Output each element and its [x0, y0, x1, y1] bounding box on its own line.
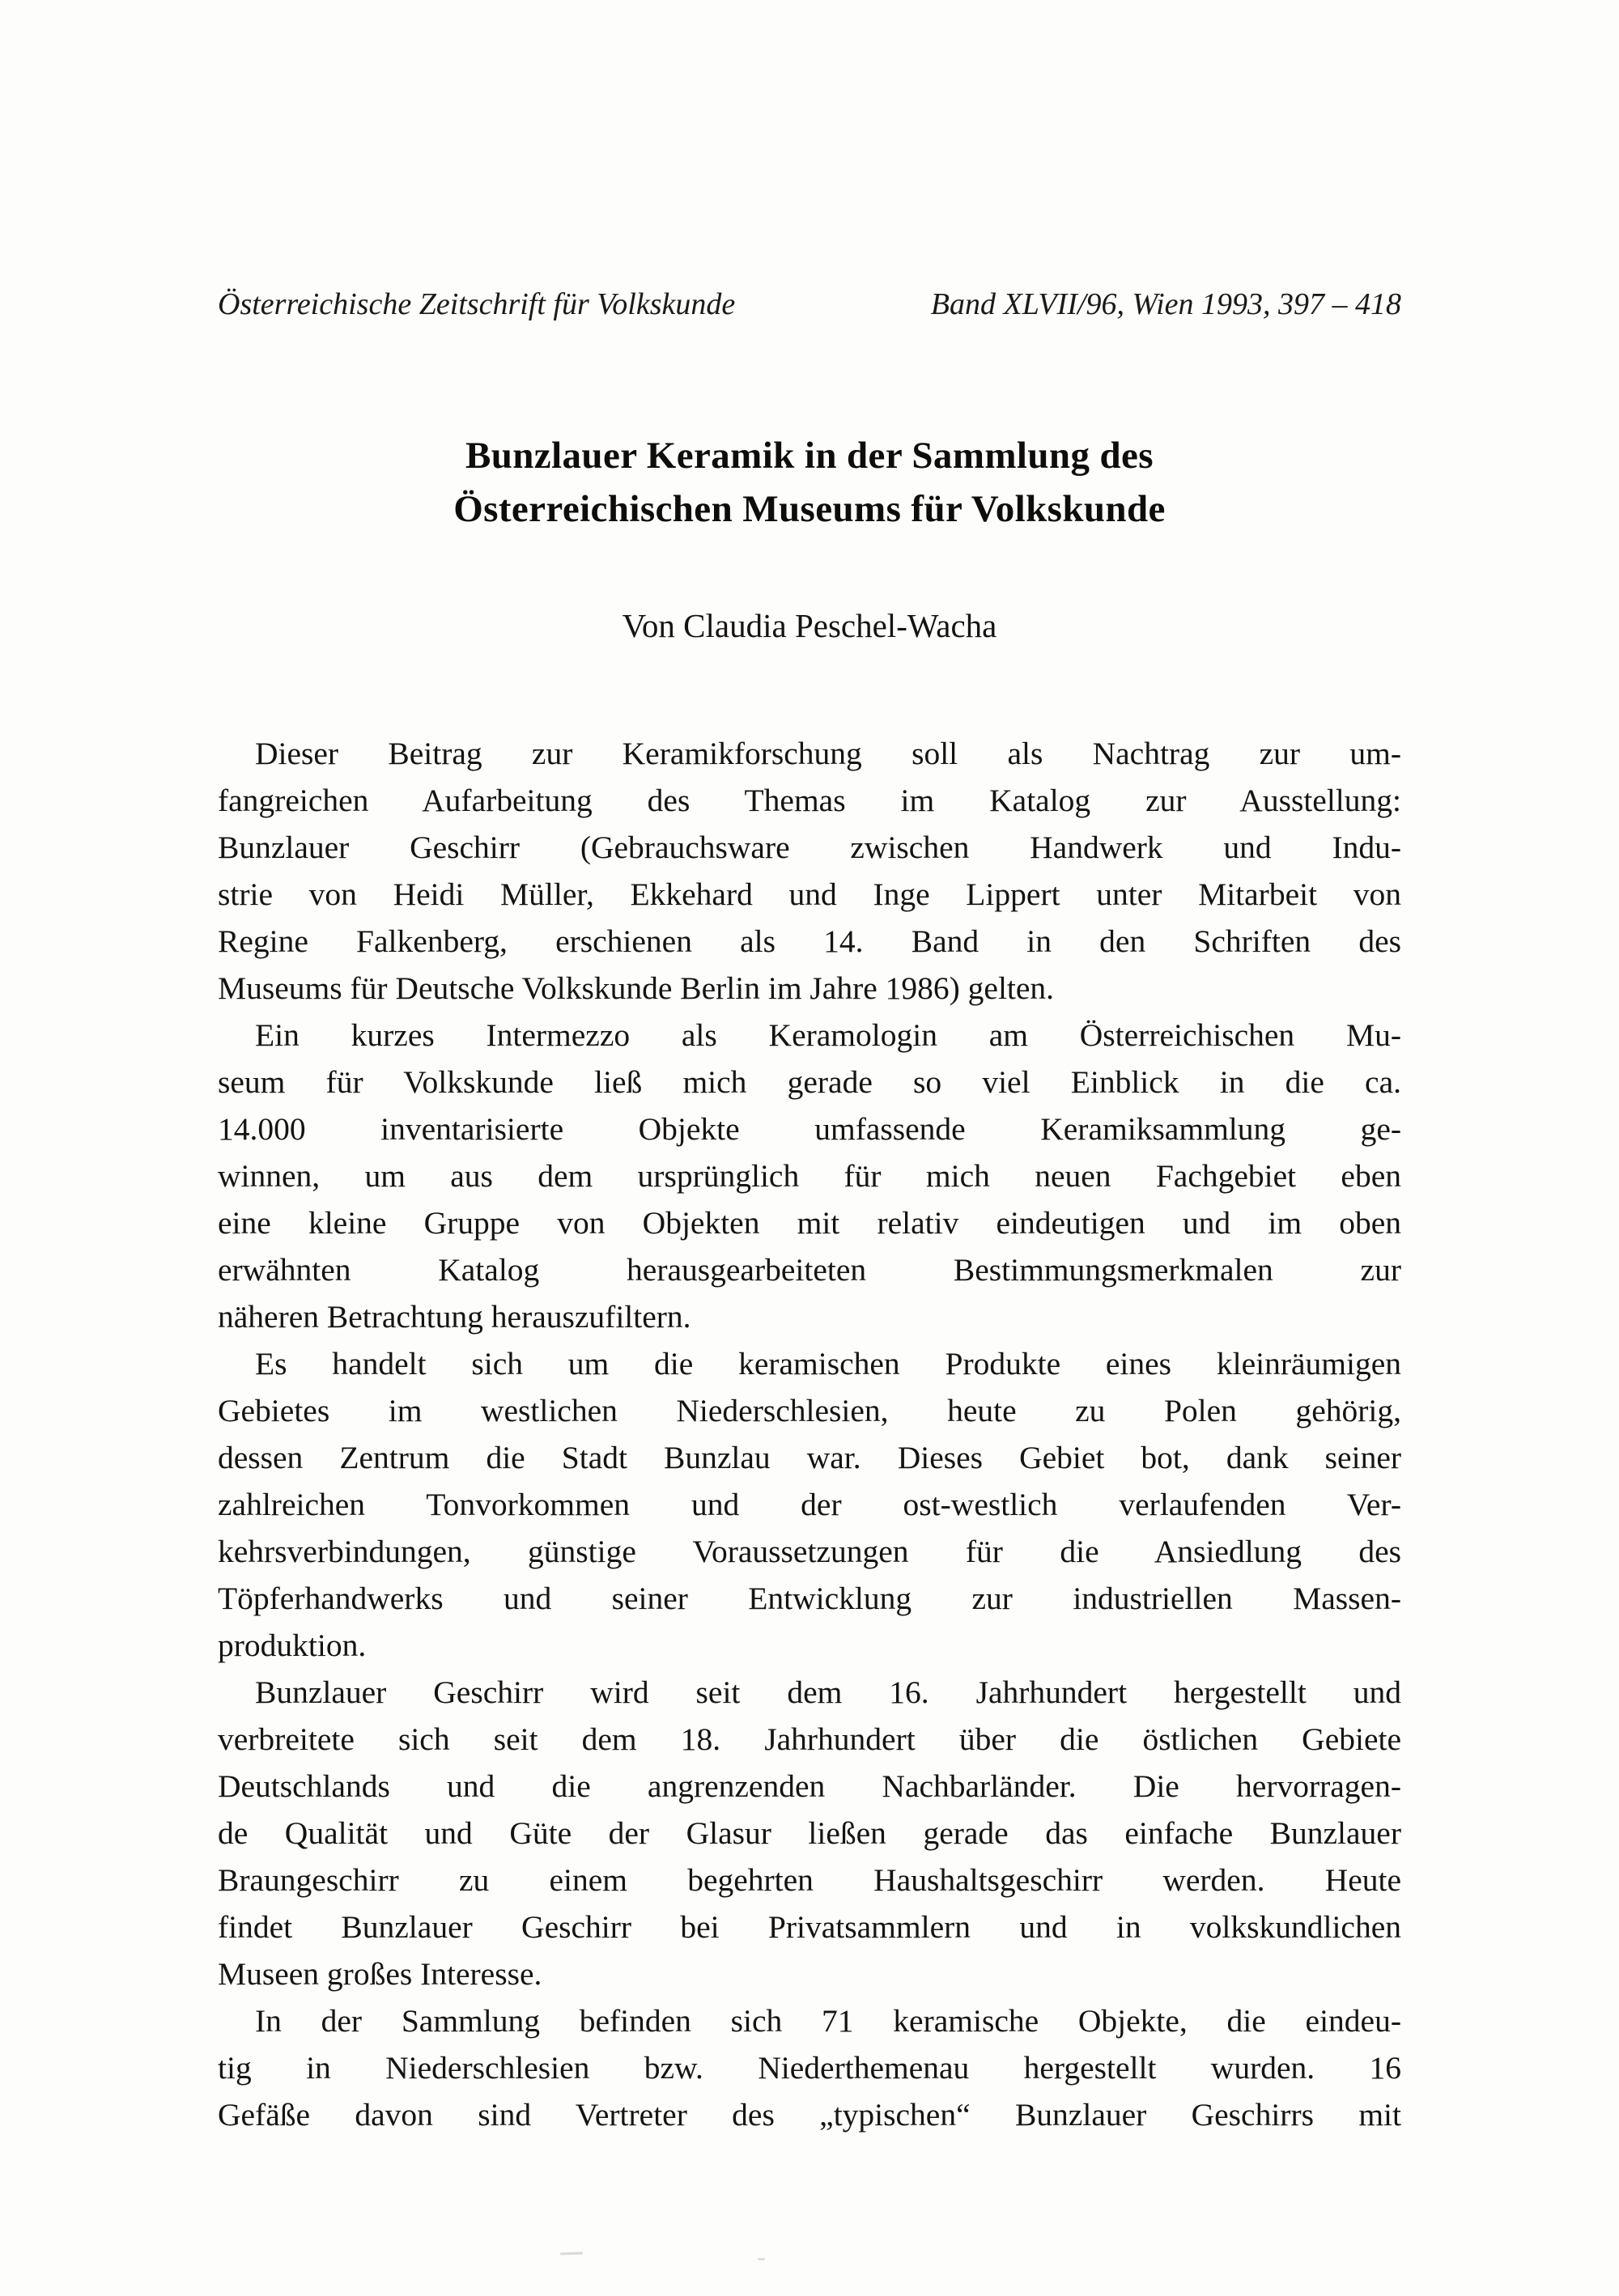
- text-line: de Qualität und Güte der Glasur ließen gerade das einfache Bunzlauer: [218, 1815, 1401, 1851]
- text-line: Museen großes Interesse.: [218, 1956, 542, 1992]
- text-block: [218, 0, 1401, 2138]
- paragraph: [218, 1340, 1401, 1669]
- text-line: Dieser Beitrag zur Keramikforschung soll als Nachtrag zur um-: [255, 736, 1401, 771]
- text-line: Gefäße davon sind Vertreter des „typischen“ Bunzlauer Geschirrs mit: [218, 2097, 1401, 2133]
- text-line: Deutschlands und die angrenzenden Nachbarländer. Die hervorragen-: [218, 1768, 1401, 1804]
- text-line: Gebietes im westlichen Niederschlesien, heute zu Polen gehörig,: [218, 1393, 1401, 1428]
- text-line: Es handelt sich um die keramischen Produkte eines kleinräumigen: [255, 1346, 1401, 1381]
- text-line: eine kleine Gruppe von Objekten mit relativ eindeutigen und im oben: [218, 1205, 1401, 1241]
- text-line: produktion.: [218, 1628, 367, 1663]
- paragraph: [218, 1012, 1401, 1340]
- article-title: [218, 429, 1401, 536]
- byline: Von Claudia Peschel-Wacha: [622, 607, 997, 644]
- title-line-2: Österreichischen Museums für Volkskunde: [453, 488, 1166, 530]
- scan-artifact: [758, 2258, 765, 2260]
- journal-header: [218, 285, 1401, 324]
- text-line: Bunzlauer Geschirr (Gebrauchsware zwischen Handwerk und Indu-: [218, 830, 1401, 865]
- journal-name: Österreichische Zeitschrift für Volkskunde: [218, 287, 736, 321]
- text-line: seum für Volkskunde ließ mich gerade so viel Einblick in die ca.: [218, 1064, 1401, 1100]
- text-line: verbreitete sich seit dem 18. Jahrhundert über die östlichen Gebiete: [218, 1721, 1401, 1757]
- paragraph: [218, 1669, 1401, 1997]
- text-line: näheren Betrachtung herauszufiltern.: [218, 1299, 691, 1335]
- text-line: tig in Niederschlesien bzw. Niederthemenau hergestellt wurden. 16: [218, 2050, 1401, 2086]
- text-line: Bunzlauer Geschirr wird seit dem 16. Jahrhundert hergestellt und: [255, 1674, 1401, 1710]
- text-line: erwähnten Katalog herausgearbeiteten Bestimmungsmerkmalen zur: [218, 1252, 1401, 1288]
- text-line: fangreichen Aufarbeitung des Themas im Katalog zur Ausstellung:: [218, 783, 1401, 818]
- text-line: 14.000 inventarisierte Objekte umfassende Keramiksammlung ge-: [218, 1111, 1401, 1147]
- paragraph: [218, 730, 1401, 1012]
- article-body: [218, 730, 1401, 2138]
- text-line: In der Sammlung befinden sich 71 keramische Objekte, die eindeu-: [255, 2003, 1401, 2039]
- text-line: Töpferhandwerks und seiner Entwicklung zur industriellen Massen-: [218, 1581, 1401, 1616]
- text-line: winnen, um aus dem ursprünglich für mich neuen Fachgebiet eben: [218, 1158, 1401, 1194]
- text-line: kehrsverbindungen, günstige Voraussetzungen für die Ansiedlung des: [218, 1534, 1401, 1569]
- title-line-1: Bunzlauer Keramik in der Sammlung des: [465, 435, 1154, 477]
- scan-artifact: [560, 2252, 583, 2256]
- text-line: Regine Falkenberg, erschienen als 14. Band in den Schriften des: [218, 923, 1401, 959]
- text-line: findet Bunzlauer Geschirr bei Privatsammlern und in volkskundlichen: [218, 1909, 1401, 1945]
- text-line: dessen Zentrum die Stadt Bunzlau war. Dieses Gebiet bot, dank seiner: [218, 1440, 1401, 1475]
- text-line: Braungeschirr zu einem begehrten Haushaltsgeschirr werden. Heute: [218, 1862, 1401, 1898]
- text-line: strie von Heidi Müller, Ekkehard und Inge Lippert unter Mitarbeit von: [218, 876, 1401, 912]
- paragraph: [218, 1997, 1401, 2138]
- volume-info: Band XLVII/96, Wien 1993, 397 – 418: [930, 287, 1401, 321]
- text-line: zahlreichen Tonvorkommen und der ost-westlich verlaufenden Ver-: [218, 1487, 1401, 1522]
- text-line: Ein kurzes Intermezzo als Keramologin am Österreichischen Mu-: [255, 1017, 1401, 1053]
- text-line: Museums für Deutsche Volkskunde Berlin im Jahre 1986) gelten.: [218, 970, 1055, 1006]
